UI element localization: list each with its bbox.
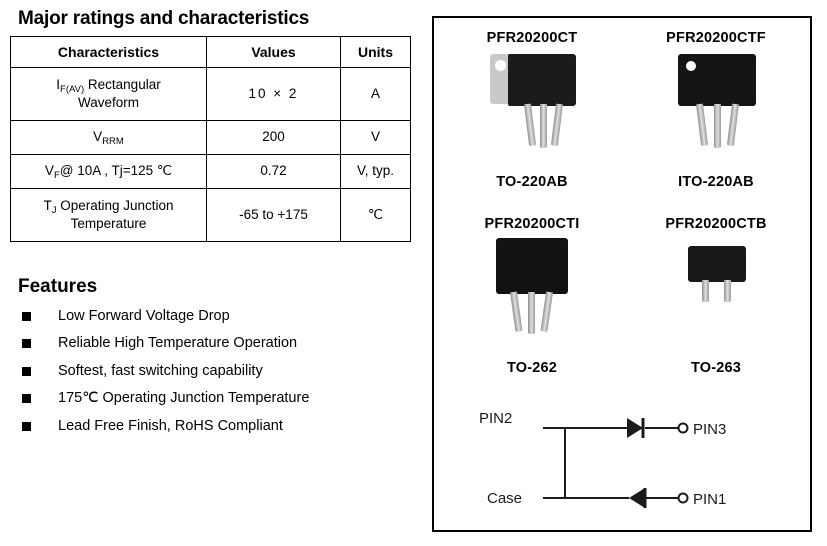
pin2-label: PIN2 (479, 410, 513, 427)
feature-text: Low Forward Voltage Drop (58, 308, 230, 324)
char-subscript: F (53, 170, 60, 182)
char-text: @ 10A , Tj=125 ℃ (59, 163, 173, 179)
char-symbol: T (43, 197, 52, 213)
list-item (22, 390, 420, 407)
features-title: Features (18, 276, 98, 297)
schematic-diagram (434, 406, 810, 534)
feature-text: Softest, fast switching capability (58, 362, 263, 379)
table-row (11, 68, 411, 121)
table-header-row (11, 37, 411, 68)
cell-characteristic (11, 189, 207, 242)
lead-pin (714, 104, 721, 148)
table-row (11, 189, 411, 242)
list-item (22, 335, 420, 352)
char-text: Operating Junction (56, 197, 174, 213)
lead-pin (702, 280, 709, 302)
mounting-hole (686, 61, 696, 71)
part-number-label: PFR20200CTI (484, 216, 580, 232)
cell-value: 200 (207, 121, 341, 155)
package-body (496, 238, 568, 294)
char-text: Rectangular (84, 76, 161, 92)
package-type-label: ITO-220AB (678, 174, 754, 190)
square-bullet-icon (22, 339, 31, 348)
package-cell-to262 (442, 216, 622, 376)
cell-value: 0.72 (207, 155, 341, 189)
package-type-label: TO-220AB (496, 174, 568, 190)
part-number-label: PFR20200CTF (666, 30, 766, 46)
square-bullet-icon (22, 367, 31, 376)
feature-text: Lead Free Finish, RoHS Compliant (58, 417, 283, 434)
cell-characteristic (11, 68, 207, 121)
char-symbol: V (93, 129, 103, 145)
list-item (22, 363, 420, 380)
char-subscript: F(AV) (60, 83, 85, 95)
char-symbol: V (44, 163, 54, 179)
package-cell-ito220ab (626, 30, 806, 190)
cell-unit: A (341, 68, 411, 121)
cell-unit: V (341, 121, 411, 155)
lead-pin (727, 104, 739, 147)
char-text-line2: Temperature (70, 216, 147, 231)
feature-text: 175℃ Operating Junction Temperature (58, 390, 310, 407)
char-subscript: J (51, 204, 57, 216)
char-subscript: RRM (102, 136, 124, 148)
to263-package-image (636, 238, 796, 334)
page-title: Major ratings and characteristics (18, 8, 310, 29)
part-number-label: PFR20200CT (486, 30, 578, 46)
cell-unit: V, typ. (341, 155, 411, 189)
lead-pin (551, 104, 563, 147)
lead-pin (540, 292, 552, 333)
cell-value: 10 × 2 (207, 68, 341, 121)
table-row (11, 155, 411, 189)
pin1-label: PIN1 (693, 491, 727, 508)
part-number-label: PFR20200CTB (665, 216, 767, 232)
char-symbol: I (56, 76, 61, 92)
cell-unit: ℃ (341, 189, 411, 242)
char-text-line2: Waveform (77, 95, 139, 110)
column-header-values: Values (207, 37, 341, 68)
feature-text: Reliable High Temperature Operation (58, 335, 298, 352)
package-body (688, 246, 746, 282)
column-header-units: Units (341, 37, 411, 68)
package-panel (432, 16, 812, 532)
cell-characteristic (11, 155, 207, 189)
square-bullet-icon (22, 394, 31, 403)
lead-pin (510, 292, 522, 333)
cell-characteristic (11, 121, 207, 155)
square-bullet-icon (22, 422, 31, 431)
lead-pin (696, 104, 708, 147)
ito220-package-image (636, 52, 796, 148)
lead-pin (540, 104, 547, 148)
cell-value: -65 to +175 (207, 189, 341, 242)
table-row (11, 121, 411, 155)
pin3-label: PIN3 (693, 421, 727, 438)
lead-pin (524, 104, 536, 147)
list-item (22, 418, 420, 435)
list-item (22, 308, 420, 325)
square-bullet-icon (22, 312, 31, 321)
column-header-characteristics: Characteristics (11, 37, 207, 68)
package-cell-to220ab (442, 30, 622, 190)
ratings-table (10, 36, 411, 242)
package-body (508, 54, 576, 106)
features-list (0, 308, 420, 435)
package-cell-to263 (626, 216, 806, 376)
package-type-label: TO-262 (506, 360, 558, 376)
package-type-label: TO-263 (690, 360, 742, 376)
to262-package-image (452, 238, 612, 334)
case-label: Case (487, 490, 523, 507)
to220-package-image (452, 52, 612, 148)
lead-pin (528, 292, 535, 334)
lead-pin (724, 280, 731, 302)
